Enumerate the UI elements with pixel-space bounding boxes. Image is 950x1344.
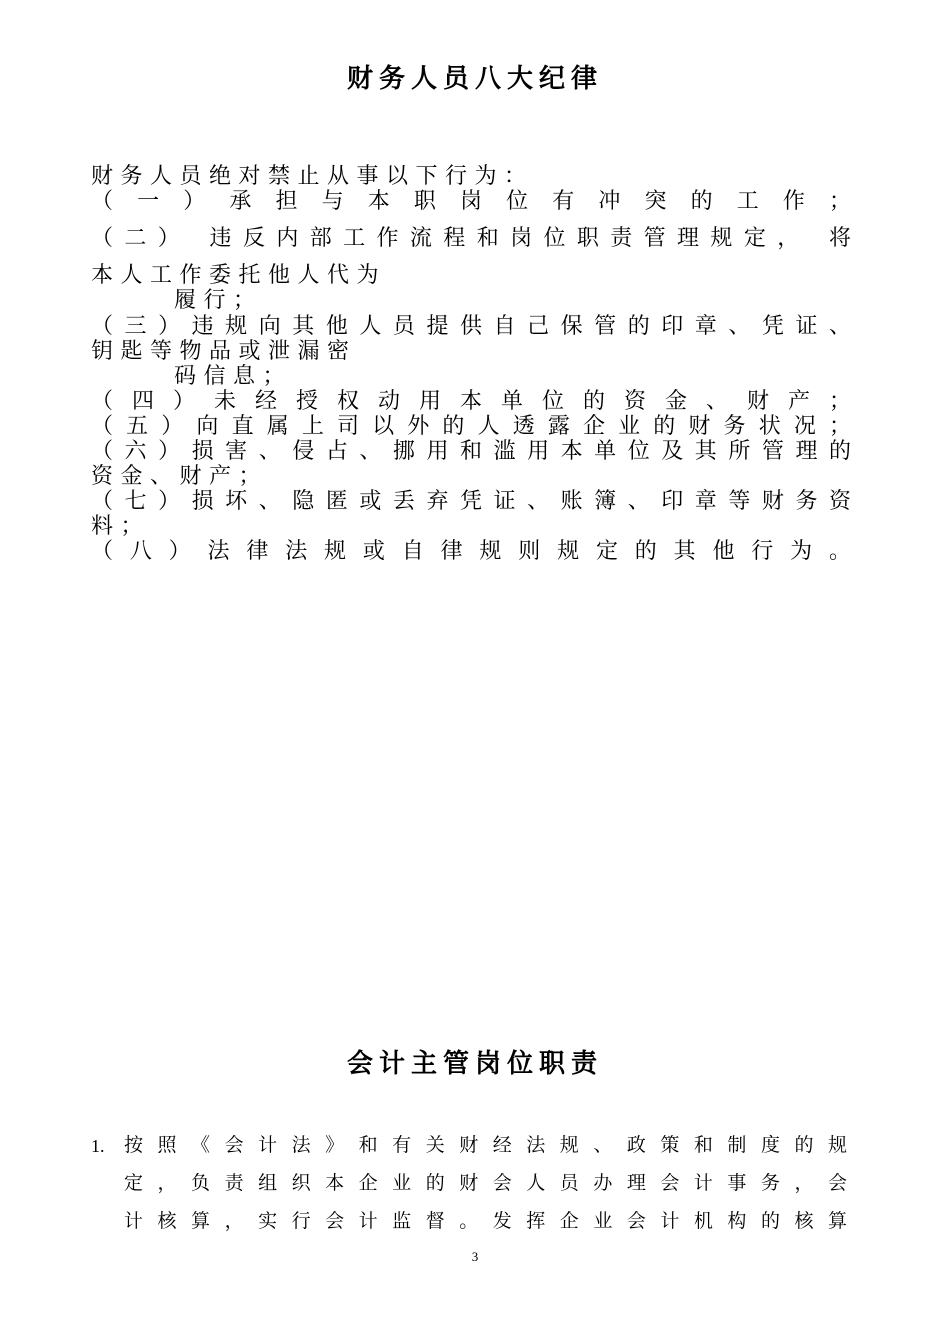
discipline-item-1: （一）承担与本职岗位有冲突的工作；	[91, 189, 851, 214]
intro-text: 财务人员绝对禁止从事以下行为：	[91, 164, 534, 189]
discipline-item-3-line-2: 钥匙等物品或泄漏密	[91, 339, 357, 364]
discipline-item-7-line-2: 料；	[91, 514, 151, 539]
duty-line-1: 按照《会计法》和有关财经法规、政策和制度的规	[124, 1134, 847, 1156]
section-title-duties: 会计主管岗位职责	[346, 1049, 603, 1079]
discipline-item-5: （五）向直属上司以外的人透露企业的财务状况；	[91, 414, 851, 439]
page-number: 3	[471, 1249, 479, 1264]
discipline-item-2-line-3: 履行；	[174, 288, 263, 313]
discipline-item-4: （四）未经授权动用本单位的资金、财产；	[91, 389, 851, 414]
discipline-item-6-line-1: （六）损害、侵占、挪用和滥用本单位及其所管理的	[91, 439, 851, 464]
discipline-item-2-line-2: 本人工作委托他人代为	[91, 263, 387, 288]
discipline-item-2-line-1: （二） 违反内部工作流程和岗位职责管理规定， 将	[91, 226, 851, 251]
discipline-item-3-line-3: 码信息；	[174, 364, 293, 389]
discipline-item-3-line-1: （三）违规向其他人员提供自己保管的印章、凭证、	[91, 314, 851, 339]
duty-line-2: 定，负责组织本企业的财会人员办理会计事务，会	[124, 1172, 847, 1194]
discipline-item-7-line-1: （七）损坏、隐匿或丢弃凭证、账簿、印章等财务资	[91, 489, 851, 514]
duty-line-3: 计核算，实行会计监督。发挥企业会计机构的核算	[124, 1210, 847, 1232]
list-number: 1.	[91, 1136, 105, 1156]
discipline-item-8: （八）法律法规或自律规则规定的其他行为。	[91, 539, 851, 564]
section-title-discipline: 财务人员八大纪律	[346, 64, 603, 94]
discipline-item-6-line-2: 资金、财产；	[91, 464, 269, 489]
